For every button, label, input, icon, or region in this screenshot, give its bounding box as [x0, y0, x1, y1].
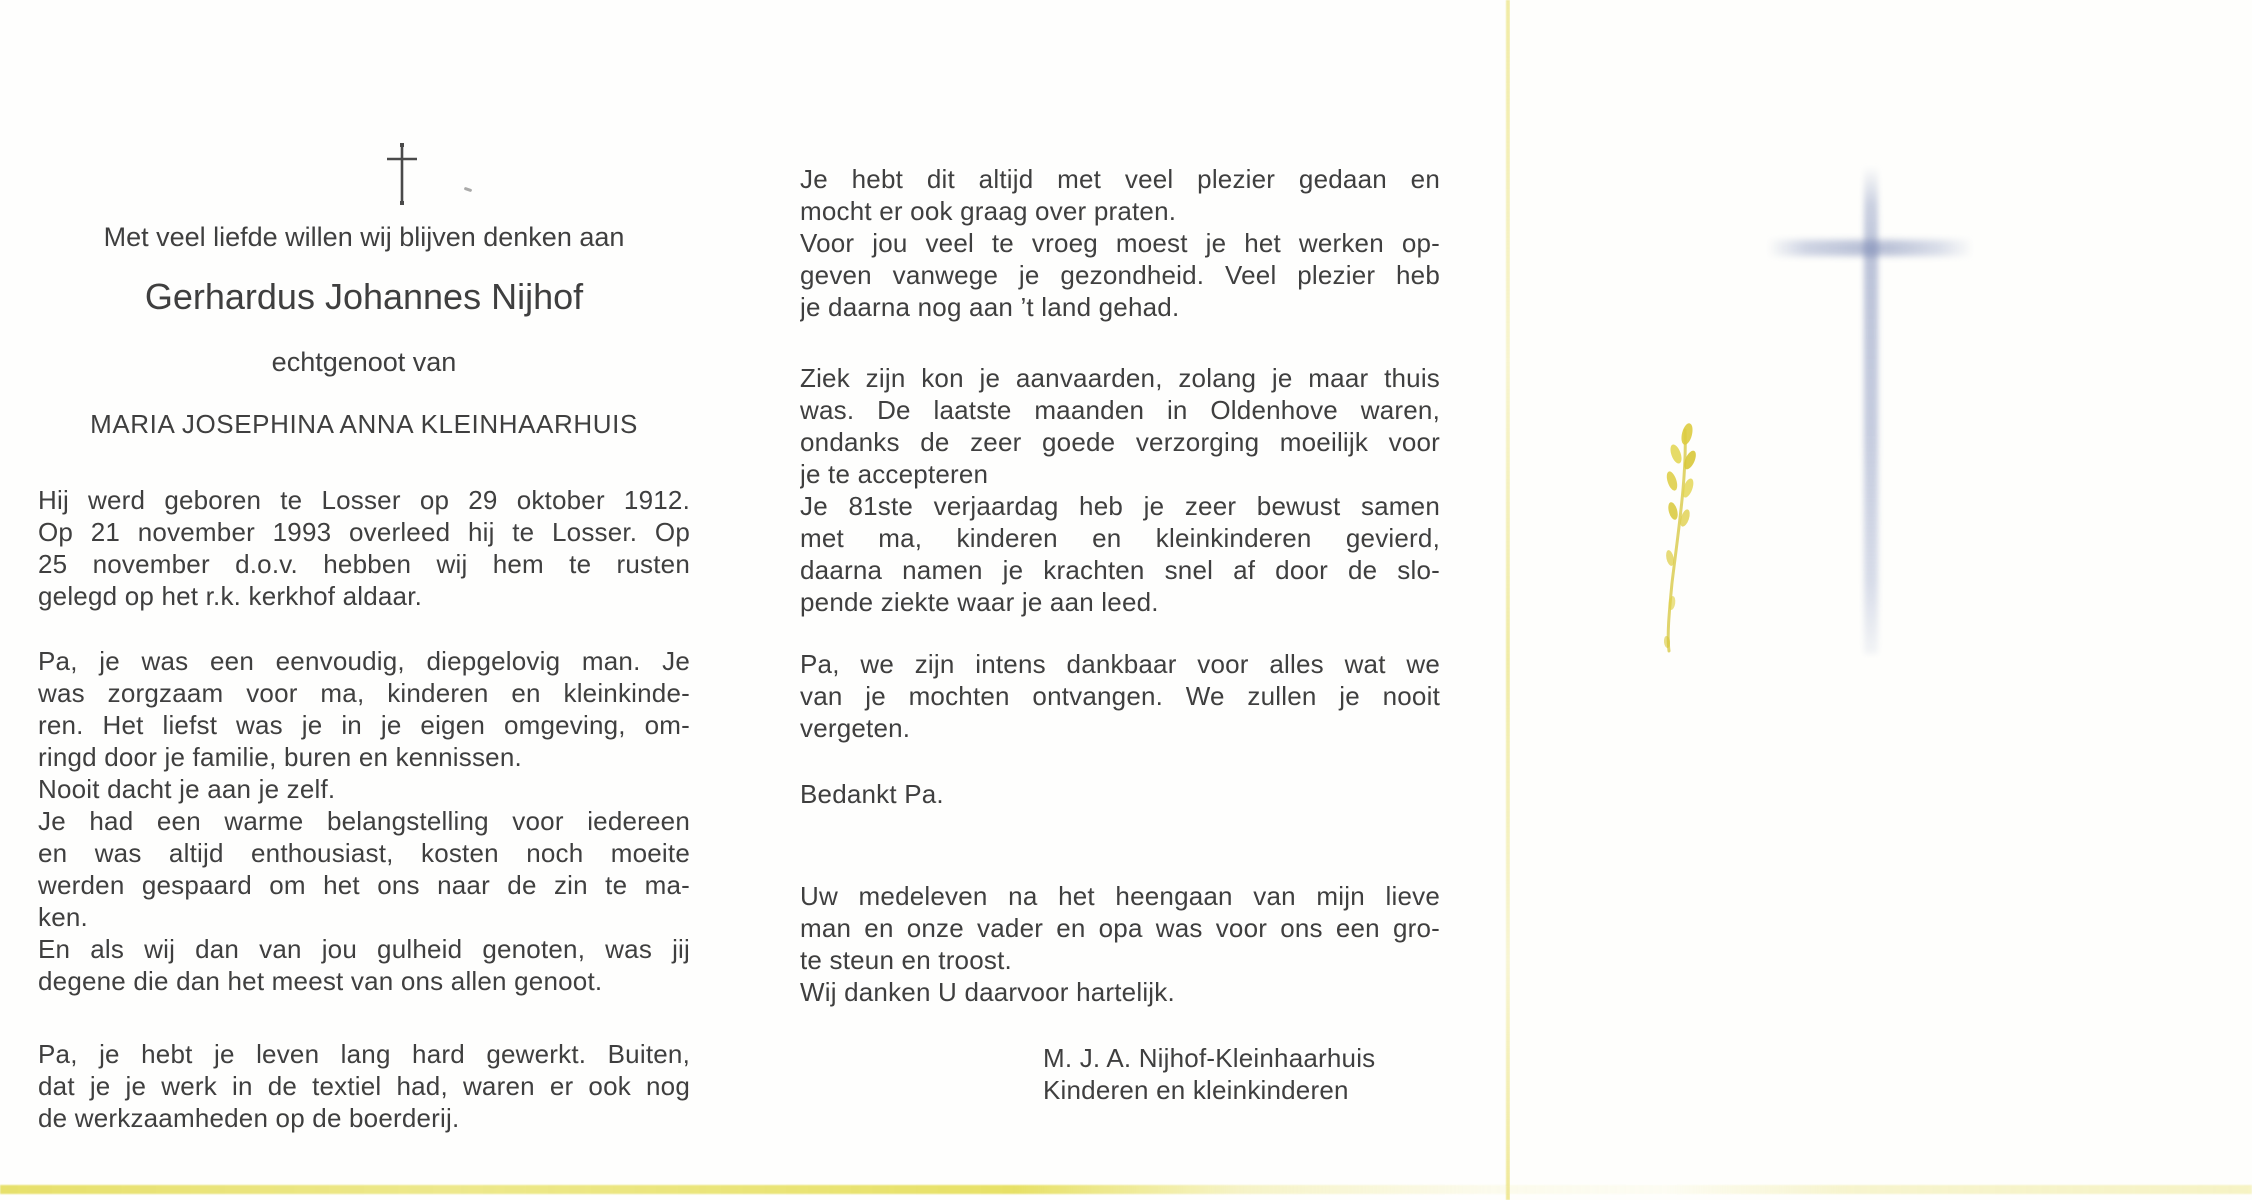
- card-back-page: [1510, 0, 2252, 1200]
- text-line: geven vanwege je gezondheid. Veel plezier heb: [800, 260, 1440, 290]
- scan-edge-strip: [0, 1185, 2252, 1194]
- thanks-line: [800, 778, 1440, 810]
- text-line: je te accepteren: [800, 459, 989, 489]
- relation-line: echtgenoot van: [271, 347, 457, 377]
- text-line: de werkzaamheden op de boerderij.: [38, 1103, 460, 1133]
- text-line: ken.: [38, 902, 88, 932]
- text-line: pende ziekte waar je aan leed.: [800, 587, 1159, 617]
- text-line: en was altijd enthousiast, kosten noch moeite: [38, 838, 690, 868]
- intro-line: Met veel liefde willen wij blijven denken aan: [103, 222, 625, 252]
- text-line: was. De laatste maanden in Oldenhove waren,: [800, 395, 1440, 425]
- text-line: Je had een warme belangstelling voor iedereen: [38, 806, 690, 836]
- cross-watermark-center: [1860, 238, 1882, 260]
- cross-icon: [384, 140, 420, 208]
- text-line: vergeten.: [800, 713, 911, 743]
- pleasure-paragraph: [800, 163, 1440, 323]
- spouse-name: MARIA JOSEPHINA ANNA KLEINHAARHUIS: [90, 409, 638, 439]
- text-line: Je hebt dit altijd met veel plezier gedaan en: [800, 164, 1440, 194]
- text-line: ringd door je familie, buren en kennissen.: [38, 742, 522, 772]
- text-line: ren. Het liefst was je in je eigen omgeving, om-: [38, 710, 690, 740]
- text-line: je daarna nog aan ’t land gehad.: [800, 292, 1180, 322]
- gratitude-paragraph: [800, 648, 1440, 744]
- scan-artifact: [464, 187, 473, 192]
- text-line: Ziek zijn kon je aanvaarden, zolang je maar thuis: [800, 363, 1440, 393]
- text-line: mocht er ook graag over praten.: [800, 196, 1177, 226]
- text-line: te steun en troost.: [800, 945, 1012, 975]
- text-line: daarna namen je krachten snel af door de slo-: [800, 555, 1440, 585]
- character-paragraph: [38, 645, 690, 997]
- text-line: Wij danken U daarvoor hartelijk.: [800, 977, 1175, 1007]
- text-line: dat je je werk in de textiel had, waren er ook nog: [38, 1071, 690, 1101]
- text-line: Hij werd geboren te Losser op 29 oktober 1912.: [38, 485, 690, 515]
- signature-block: [1043, 1042, 1443, 1106]
- condolence-paragraph: [800, 880, 1440, 1008]
- text-line: met ma, kinderen en kleinkinderen gevierd,: [800, 523, 1440, 553]
- signature-name: M. J. A. Nijhof-Kleinhaarhuis: [1043, 1043, 1376, 1073]
- signature-children: Kinderen en kleinkinderen: [1043, 1075, 1349, 1105]
- text-line: Pa, je hebt je leven lang hard gewerkt. Buiten,: [38, 1039, 690, 1069]
- text-line: degene die dan het meest van ons allen genoot.: [38, 966, 603, 996]
- text-line: man en onze vader en opa was voor ons een gro-: [800, 913, 1440, 943]
- text-line: was zorgzaam voor ma, kinderen en kleinkinde-: [38, 678, 690, 708]
- text-line: Voor jou veel te vroeg moest je het werken op-: [800, 228, 1440, 258]
- text-line: Pa, je was een eenvoudig, diepgelovig man. Je: [38, 646, 690, 676]
- text-line: Pa, we zijn intens dankbaar voor alles wat we: [800, 649, 1440, 679]
- text-line: werden gespaard om het ons naar de zin te ma-: [38, 870, 690, 900]
- text-line: ondanks de zeer goede verzorging moeilijk voor: [800, 427, 1440, 457]
- text-line: Nooit dacht je aan je zelf.: [38, 774, 336, 804]
- text-line: En als wij dan van jou gulheid genoten, was jij: [38, 934, 690, 964]
- text-line: 25 november d.o.v. hebben wij hem te rusten: [38, 549, 690, 579]
- deceased-name: Gerhardus Johannes Nijhof: [144, 276, 584, 317]
- text-line: Uw medeleven na het heengaan van mijn lieve: [800, 881, 1440, 911]
- text-line: van je mochten ontvangen. We zullen je nooit: [800, 681, 1440, 711]
- work-paragraph: [38, 1038, 690, 1134]
- text-line: Bedankt Pa.: [800, 779, 944, 809]
- illness-paragraph: [800, 362, 1440, 618]
- birth-death-paragraph: [38, 484, 690, 612]
- text-line: gelegd op het r.k. kerkhof aldaar.: [38, 581, 423, 611]
- wheat-sprig-icon: [1645, 418, 1707, 653]
- text-line: Je 81ste verjaardag heb je zeer bewust samen: [800, 491, 1440, 521]
- text-line: Op 21 november 1993 overleed hij te Losser. Op: [38, 517, 690, 547]
